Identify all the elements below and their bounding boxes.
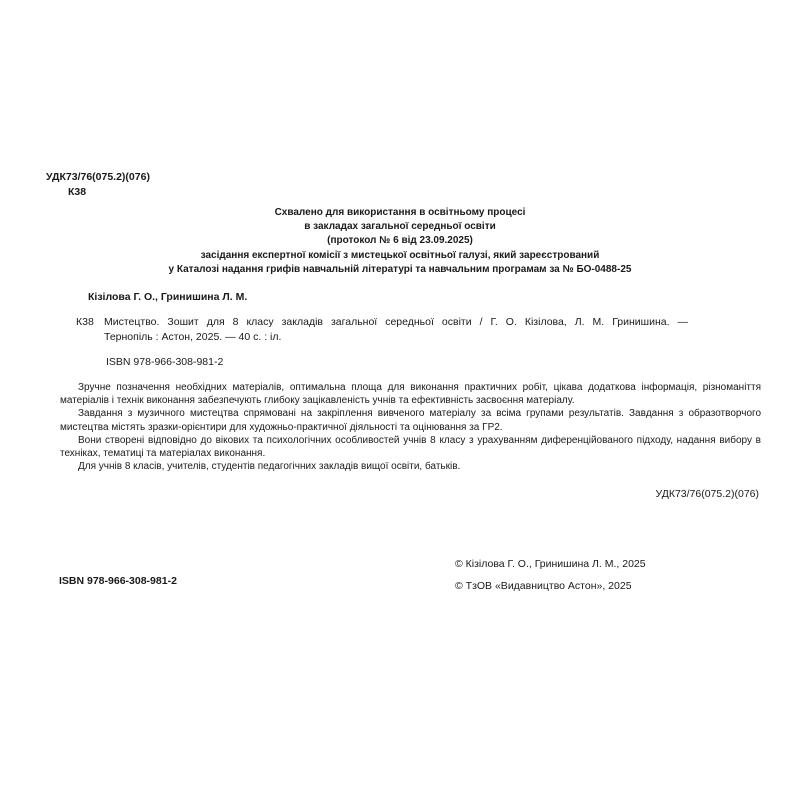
approval-line: Схвалено для використання в освітньому процесі	[274, 207, 526, 218]
author-mark: К38	[68, 186, 87, 198]
copyright-block	[455, 553, 646, 597]
approval-line: в закладах загальної середньої освіти	[304, 221, 496, 233]
copyright-publisher: © ТзОВ «Видавництво Астон», 2025	[455, 580, 632, 592]
approval-line: засідання експертної комісії з мистецької освітньої галузі, який зареєстрований	[200, 249, 600, 261]
annotation-paragraph: Для учнів 8 класів, учителів, студентів педагогічних закладів вищої освіти, батьків.	[78, 461, 461, 473]
approval-line: у Каталозі надання грифів навчальній літературі та навчальним програмам за № БО-0488-25	[168, 263, 632, 275]
authors-heading: Кізілова Г. О., Гринишина Л. М.	[88, 291, 248, 303]
annotation	[60, 381, 761, 473]
annotation-paragraph: Зручне позначення необхідних матеріалів, оптимальна площа для виконання практичних робіт, цікава додаткова інформація, різноманіття матеріалів і технік виконання забезпечують глибоку зацікавленість учнів та ефективність засвоєння матеріалу.	[60, 382, 761, 407]
isbn-bottom: ISBN 978-966-308-981-2	[59, 575, 177, 587]
udk-code: УДК73/76(075.2)(076)	[46, 171, 150, 183]
approval-block	[100, 206, 700, 277]
approval-line: (протокол № 6 від 23.09.2025)	[327, 235, 473, 247]
annotation-udk: УДК73/76(075.2)(076)	[655, 488, 759, 500]
catalog-line-2: Тернопіль : Астон, 2025. — 40 с. : іл.	[104, 330, 282, 343]
catalog-isbn: ISBN 978-966-308-981-2	[106, 356, 224, 368]
catalog-line-1: Мистецтво. Зошит для 8 класу закладів загальної середньої освіти / Г. О. Кізілова, Л. М. Гринишина. —	[104, 316, 688, 328]
catalog-mark: К38	[76, 316, 94, 328]
annotation-paragraph: Завдання з музичного мистецтва спрямовані на закріплення вивченого матеріалу за всіма групами результатів. Завдання з образотворчого мистецтва містять зразки-орієнтири для художньо-практичної діяльності та оцінювання за ГР2.	[60, 408, 761, 433]
annotation-paragraph: Вони створені відповідно до вікових та психологічних особливостей учнів 8 класу з урахуванням диференційованого підходу, надання вибору в техніках, тематиці та матеріалах виконання.	[60, 434, 761, 460]
copyright-authors: © Кізілова Г. О., Гринишина Л. М., 2025	[455, 558, 646, 570]
